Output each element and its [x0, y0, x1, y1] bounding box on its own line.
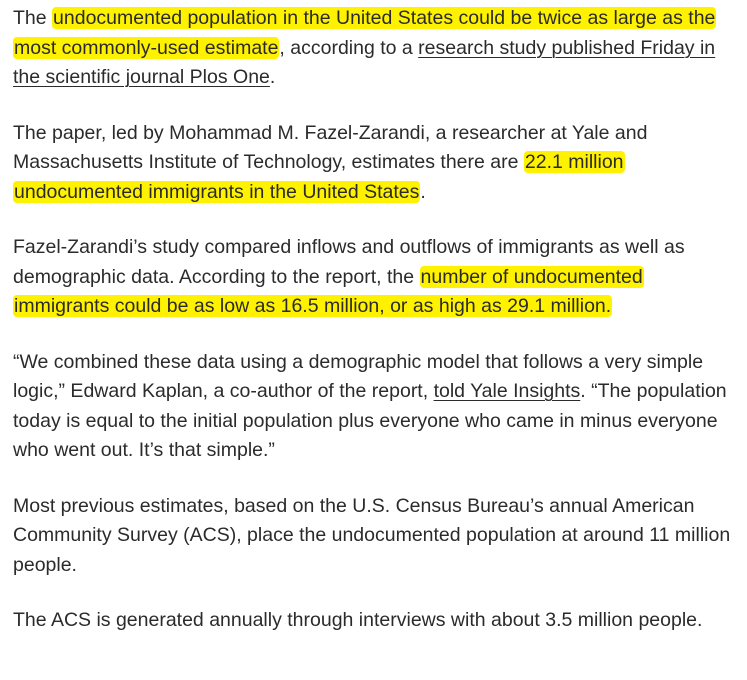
paragraph-text: . “The population today is equal to the initial population plus everyone who came in minus everyone who went out. It’s that simple.”: [13, 380, 727, 461]
paragraph-6: [13, 606, 738, 636]
paragraph-3: [13, 233, 738, 322]
highlighted-text: 22.1 million undocumented immigrants in the United States: [14, 151, 624, 203]
paragraph-text: “We combined these data using a demographic model that follows a very simple logic,” Edward Kaplan, a co-author of the report,: [13, 350, 704, 402]
paragraph-text: Fazel-Zarandi’s study compared inflows and outflows of immigrants as well as demographic data. According to the report, the: [13, 236, 685, 288]
paragraph-1: [13, 4, 738, 93]
paragraph-5: [13, 492, 738, 581]
article-body: [13, 4, 738, 662]
paragraph-text: The: [13, 7, 53, 29]
paragraph-4: [13, 348, 738, 466]
paragraph-text: Most previous estimates, based on the U.S. Census Bureau’s annual American Community Survey (ACS), place the undocumented population at around 11 million people.: [13, 494, 731, 576]
highlighted-text: number of undocumented immigrants could be as low as 16.5 million, or as high as 29.1 million.: [14, 265, 643, 317]
paragraph-text: .: [420, 180, 426, 203]
paragraph-text: .: [269, 66, 276, 88]
paragraph-text: The paper, led by Mohammad M. Fazel-Zarandi, a researcher at Yale and Massachusetts Institute of Technology, estimates there are: [13, 121, 648, 173]
research-study-link[interactable]: research study published Friday in the scientific journal Plos One: [13, 36, 716, 88]
highlighted-text: undocumented population in the United States could be twice as large as the most commonly-used estimate: [14, 7, 716, 59]
paragraph-text: , according to a: [279, 36, 419, 59]
paragraph-2: [13, 119, 738, 208]
yale-insights-link[interactable]: told Yale Insights: [433, 380, 581, 402]
paragraph-text: The ACS is generated annually through interviews with about 3.5 million people.: [13, 609, 703, 631]
